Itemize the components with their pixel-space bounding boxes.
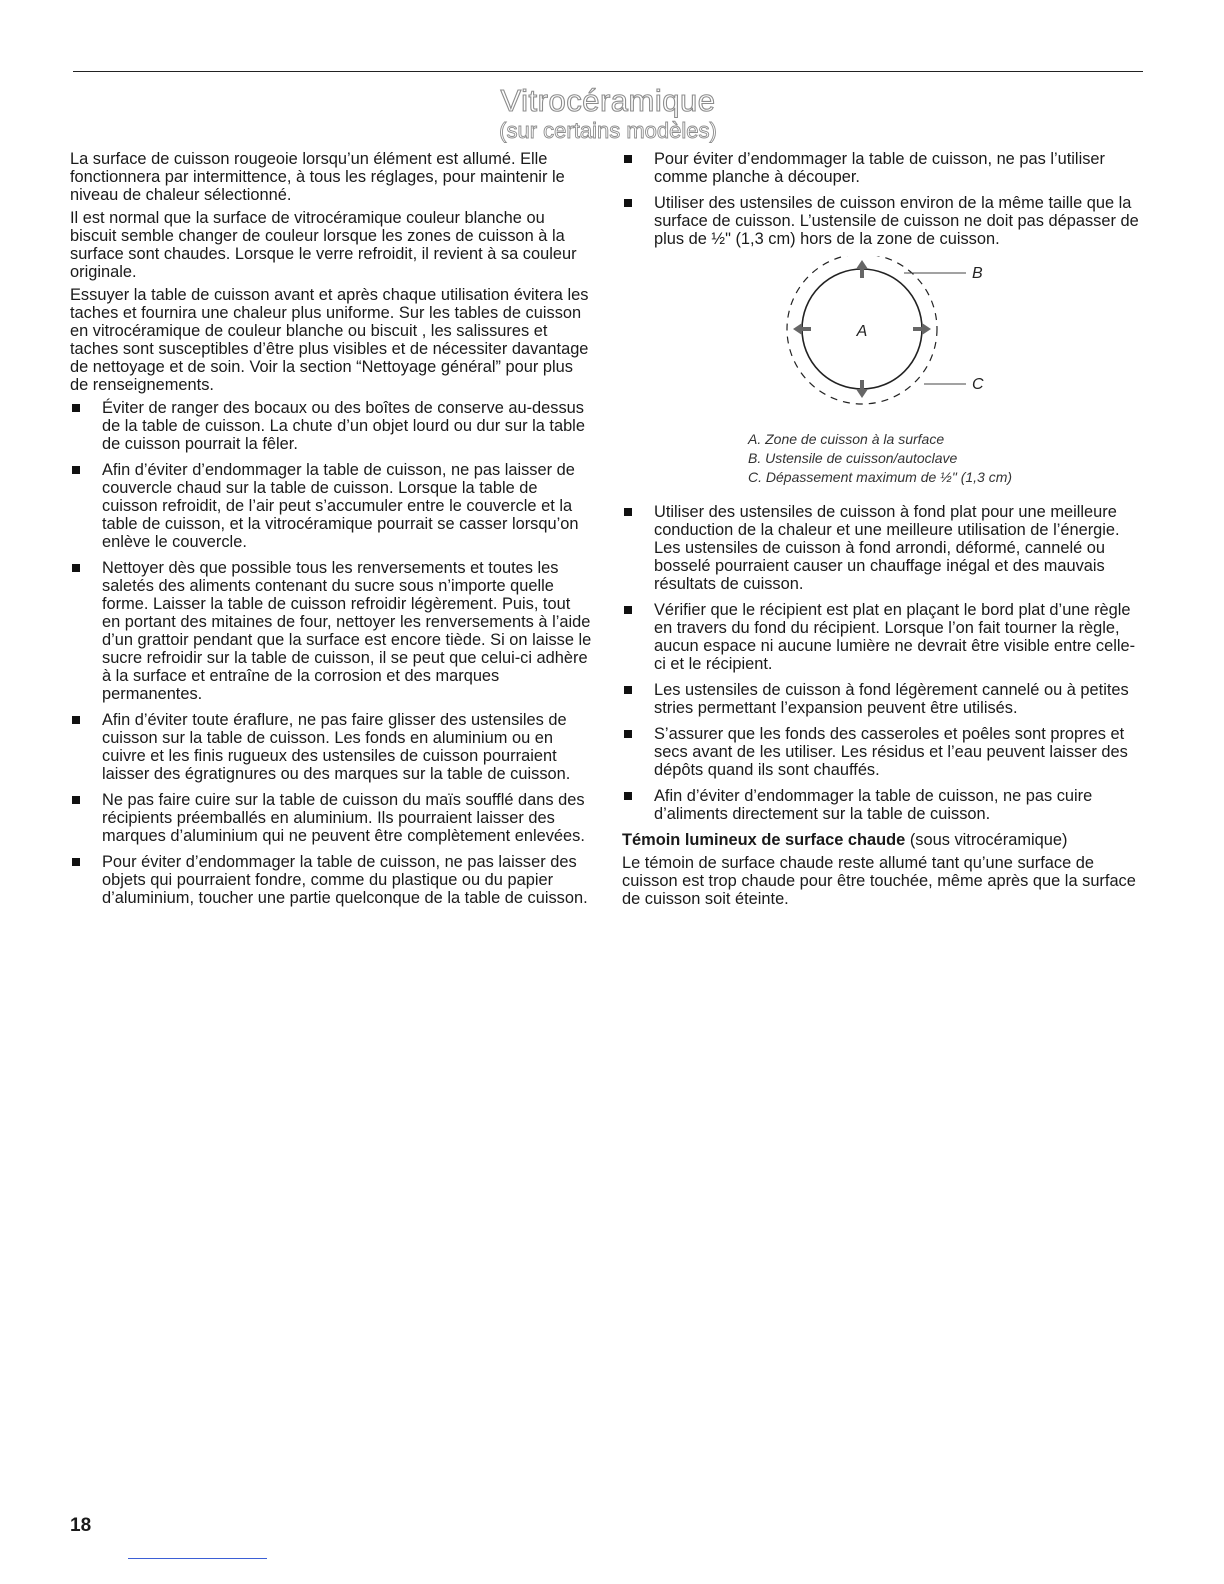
left-column — [70, 150, 592, 915]
list-item: Afin d’éviter d’endommager la table de cuisson, ne pas cuire d’aliments directement sur la table de cuisson. — [622, 787, 1144, 823]
diagram-label-a: A — [856, 323, 868, 340]
arrow-up-icon — [856, 260, 868, 278]
right-bullet-list-bottom — [622, 503, 1144, 823]
arrow-down-icon — [856, 380, 868, 398]
list-item: Nettoyer dès que possible tous les renversements et toutes les saletés des aliments contenant du sucre sous n’importe quelle forme. Laisser la table de cuisson refroidir légèrement. Puis, tout en portant des mitaines de four, nettoyer les renversements à l’aide d’un grattoir pendant que la surface est encore tiède. Si on laisse le sucre refroidir sur la table de cuisson, il se peut que celui-ci adhère à la surface et entraîne de la corrosion et des marques permanentes. — [70, 559, 592, 703]
list-item: Afin d’éviter d’endommager la table de cuisson, ne pas laisser de couvercle chaud sur la table de cuisson. Lorsque la table de cuisson refroidit, de l’air peut s’accumuler entre le couvercle et la table de cuisson, et la vitrocéramique pourrait se casser lorsqu’on enlève le couvercle. — [70, 461, 592, 551]
intro-paragraph-2: Il est normal que la surface de vitrocéramique couleur blanche ou biscuit semble changer de couleur lorsque les zones de cuisson à la surface sont chaudes. Lorsque le verre refroidit, il revient à sa couleur originale. — [70, 209, 577, 281]
list-item: Utiliser des ustensiles de cuisson environ de la même taille que la surface de cuisson. L’ustensile de cuisson ne doit pas dépasser de plus de ½" (1,3 cm) hors de la zone de cuisson. — [622, 194, 1144, 248]
left-bullet-list — [70, 399, 592, 907]
intro-paragraph-1: La surface de cuisson rougeoie lorsqu’un élément est allumé. Elle fonctionnera par intermittence, à tous les réglages, pour maintenir le niveau de chaleur sélectionné. — [70, 150, 565, 204]
list-item: Afin d’éviter toute éraflure, ne pas faire glisser des ustensiles de cuisson sur la table de cuisson. Les fonds en aluminium ou en cuivre et les finis rugueux des ustensiles de cuisson pourraient laisser des égratignures ou des marques sur la table de cuisson. — [70, 711, 592, 783]
arrow-right-icon — [913, 323, 931, 335]
hot-surface-heading — [622, 831, 1144, 849]
diagram-label-b: B — [972, 265, 983, 282]
page-number: 18 — [70, 1515, 92, 1536]
intro-paragraph-3: Essuyer la table de cuisson avant et après chaque utilisation évitera les taches et fournira une chaleur plus uniforme. Sur les tables de cuisson en vitrocéramique de couleur blanche ou biscuit , les salissures et taches sont susceptibles d’être plus visibles et de nécessiter davantage de nettoyage et de soin. Voir la section “Nettoyage général” pour plus de renseignements. — [70, 286, 589, 394]
list-item: Les ustensiles de cuisson à fond légèrement cannelé ou à petites stries permettant l’expansion peuvent être utilisés. — [622, 681, 1144, 717]
caption-line-a: A. Zone de cuisson à la surface — [748, 431, 945, 447]
list-item: Éviter de ranger des bocaux ou des boîtes de conserve au-dessus de la table de cuisson. La chute d’un objet lourd ou dur sur la table de cuisson pourrait la fêler. — [70, 399, 592, 453]
right-column — [622, 150, 1144, 913]
list-item: Ne pas faire cuire sur la table de cuisson du maïs soufflé dans des récipients préemballés en aluminium. Ils pourraient laisser des marques d’aluminium qui ne peuvent être complètement enlevées. — [70, 791, 592, 845]
list-item: Pour éviter d’endommager la table de cuisson, ne pas laisser des objets qui pourraient fondre, comme du plastique ou du papier d’aluminium, toucher une partie quelconque de la table de cuisson. — [70, 853, 592, 907]
section-header — [73, 84, 1143, 144]
list-item: Utiliser des ustensiles de cuisson à fond plat pour une meilleure conduction de la chaleur et une meilleure utilisation de l’énergie. Les ustensiles de cuisson à fond arrondi, déformé, cannelé ou bosselé pourraient causer un chauffage inégal et des mauvais résultats de cuisson. — [622, 503, 1144, 593]
list-item: S’assurer que les fonds des casseroles et poêles sont propres et secs avant de les utiliser. Les résidus et l’eau peuvent laisser des dépôts quand ils sont chauffés. — [622, 725, 1144, 779]
cookware-size-diagram — [622, 256, 1022, 426]
diagram-caption — [622, 430, 1144, 487]
hot-surface-text: Le témoin de surface chaude reste allumé tant qu’une surface de cuisson est trop chaude pour être touchée, même après que la surface de cuisson soit éteinte. — [622, 854, 1136, 908]
hot-surface-heading-bold: Témoin lumineux de surface chaude — [622, 831, 906, 849]
diagram-label-c: C — [972, 376, 984, 393]
section-title: Vitrocéramique — [500, 83, 716, 118]
hot-surface-heading-suffix: (sous vitrocéramique) — [905, 831, 1068, 849]
section-subtitle: (sur certains modèles) — [499, 118, 717, 143]
caption-line-c: C. Dépassement maximum de ½" (1,3 cm) — [748, 469, 1013, 485]
list-item: Vérifier que le récipient est plat en plaçant le bord plat d’une règle en travers du fond du récipient. Lorsque l’on fait tourner la règle, aucun espace ni aucune lumière ne devrait être visible entre celle-ci et le récipient. — [622, 601, 1144, 673]
list-item: Pour éviter d’endommager la table de cuisson, ne pas l’utiliser comme planche à découper. — [622, 150, 1144, 186]
arrow-left-icon — [793, 323, 811, 335]
right-bullet-list-top — [622, 150, 1144, 248]
caption-line-b: B. Ustensile de cuisson/autoclave — [748, 450, 958, 466]
bottom-link-rule — [128, 1558, 267, 1559]
top-rule — [73, 71, 1143, 72]
